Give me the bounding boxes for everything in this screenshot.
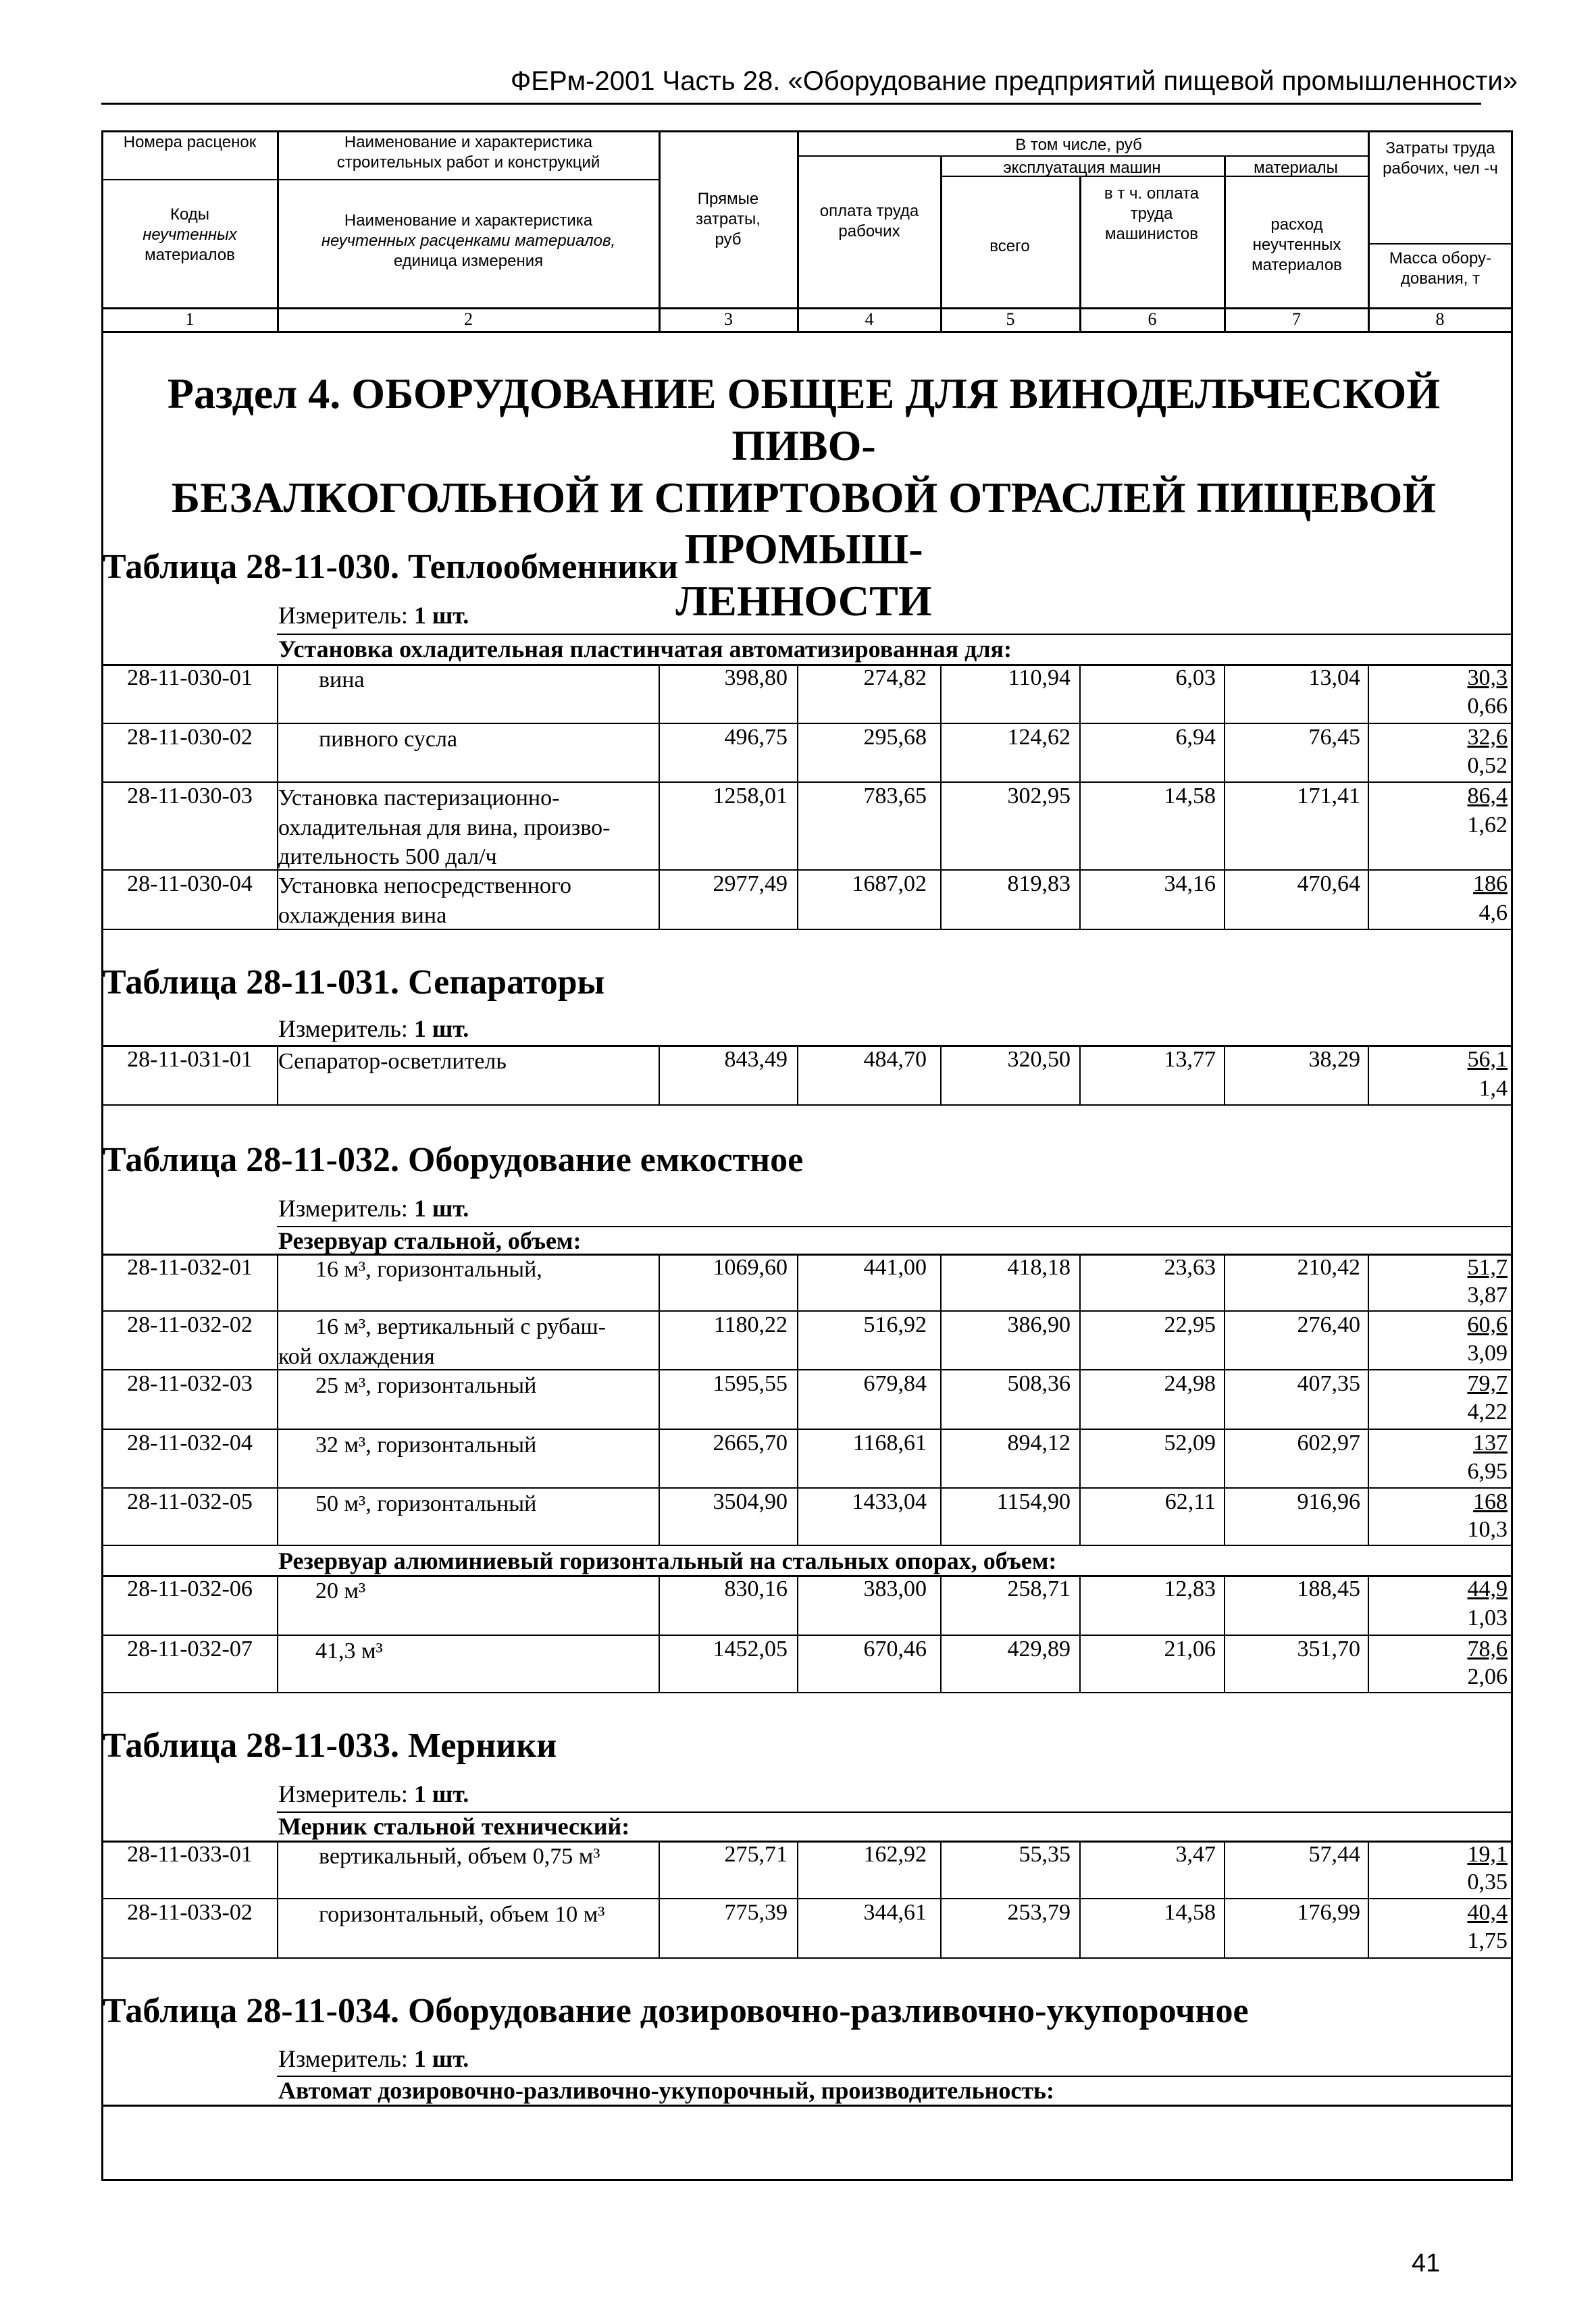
header-incl: В том числе, руб bbox=[1015, 136, 1142, 154]
header-col1-codes: Коды bbox=[170, 205, 210, 224]
table-title: Таблица 28-11-034. Оборудование дозировочно-разливочно-укупорочное bbox=[103, 1992, 1249, 2030]
measure-unit: Измеритель: 1 шт. bbox=[278, 1015, 469, 1042]
header-col2-bottom-3: единица измерения bbox=[393, 252, 544, 270]
col-num-2: 2 bbox=[464, 309, 473, 329]
group-heading: Установка охладительная пластинчатая автоматизированная для: bbox=[278, 636, 1012, 663]
header-col2-bottom-2: неучтенных расценками материалов, bbox=[321, 232, 616, 250]
header-col2-top-2: строительных работ и конструкций bbox=[336, 153, 600, 172]
table-title: Таблица 28-11-030. Теплообменники bbox=[103, 548, 679, 586]
group-heading: Резервуар стальной, объем: bbox=[278, 1227, 582, 1254]
group-heading: Автомат дозировочно-разливочно-укупорочный, производительность: bbox=[278, 2077, 1055, 2104]
header-machines: эксплуатация машин bbox=[1003, 159, 1161, 177]
table-title: Таблица 28-11-033. Мерники bbox=[103, 1726, 557, 1765]
running-head: ФЕРм-2001 Часть 28. «Оборудование предприятий пищевой промышленности» bbox=[510, 66, 1518, 96]
header-col7: расход неучтенных материалов bbox=[1252, 215, 1342, 274]
header-col2-top-1: Наименование и характеристика bbox=[344, 133, 593, 151]
group-heading: Мерник стальной технический: bbox=[278, 1813, 630, 1840]
group-heading: Резервуар алюминиевый горизонтальный на стальных опорах, объем: bbox=[278, 1547, 1057, 1574]
col-num-8: 8 bbox=[1435, 309, 1445, 329]
header-col2-bottom-1: Наименование и характеристика bbox=[344, 211, 593, 230]
header-col4: оплата труда рабочих bbox=[819, 202, 919, 240]
table-title: Таблица 28-11-032. Оборудование емкостное bbox=[103, 1141, 804, 1179]
col-num-1: 1 bbox=[185, 309, 195, 329]
header-col1-top: Номера расценок bbox=[123, 133, 257, 151]
header-col5: всего bbox=[989, 237, 1030, 255]
col-num-5: 5 bbox=[1006, 309, 1015, 329]
measure-unit: Измеритель: 1 шт. bbox=[278, 2045, 469, 2072]
running-head-rule bbox=[101, 103, 1481, 105]
measure-unit: Измеритель: 1 шт. bbox=[278, 602, 469, 629]
header-col6: в т ч. оплата труда машинистов bbox=[1104, 184, 1200, 243]
header-col8-bottom: Масса обору-дования, т bbox=[1389, 249, 1492, 288]
header-col3: Прямые затраты, руб bbox=[696, 190, 761, 249]
measure-unit: Измеритель: 1 шт. bbox=[278, 1780, 469, 1807]
header-col8-top: Затраты труда рабочих, чел -ч bbox=[1383, 139, 1498, 178]
header-materials: материалы bbox=[1254, 159, 1338, 177]
header-col1-materials: материалов bbox=[145, 246, 235, 264]
section-title: Раздел 4. ОБОРУДОВАНИЕ ОБЩЕЕ ДЛЯ ВИНОДЕЛЬЧЕСКОЙ ПИВО- БЕЗАЛКОГОЛЬНОЙ И СПИРТОВОЙ ОТРАСЛЕЙ ПИЩЕВОЙ ПРОМЫШ- ЛЕННОСТИ bbox=[167, 369, 1441, 625]
header-col1-unaccounted: неучтенных bbox=[143, 226, 237, 244]
col-num-7: 7 bbox=[1292, 309, 1301, 329]
col-num-4: 4 bbox=[865, 309, 874, 329]
col-num-6: 6 bbox=[1148, 309, 1157, 329]
measure-unit: Измеритель: 1 шт. bbox=[278, 1195, 469, 1222]
table-title: Таблица 28-11-031. Сепараторы bbox=[103, 963, 605, 1002]
page-number: 41 bbox=[1412, 2249, 1441, 2278]
col-num-3: 3 bbox=[724, 309, 733, 329]
